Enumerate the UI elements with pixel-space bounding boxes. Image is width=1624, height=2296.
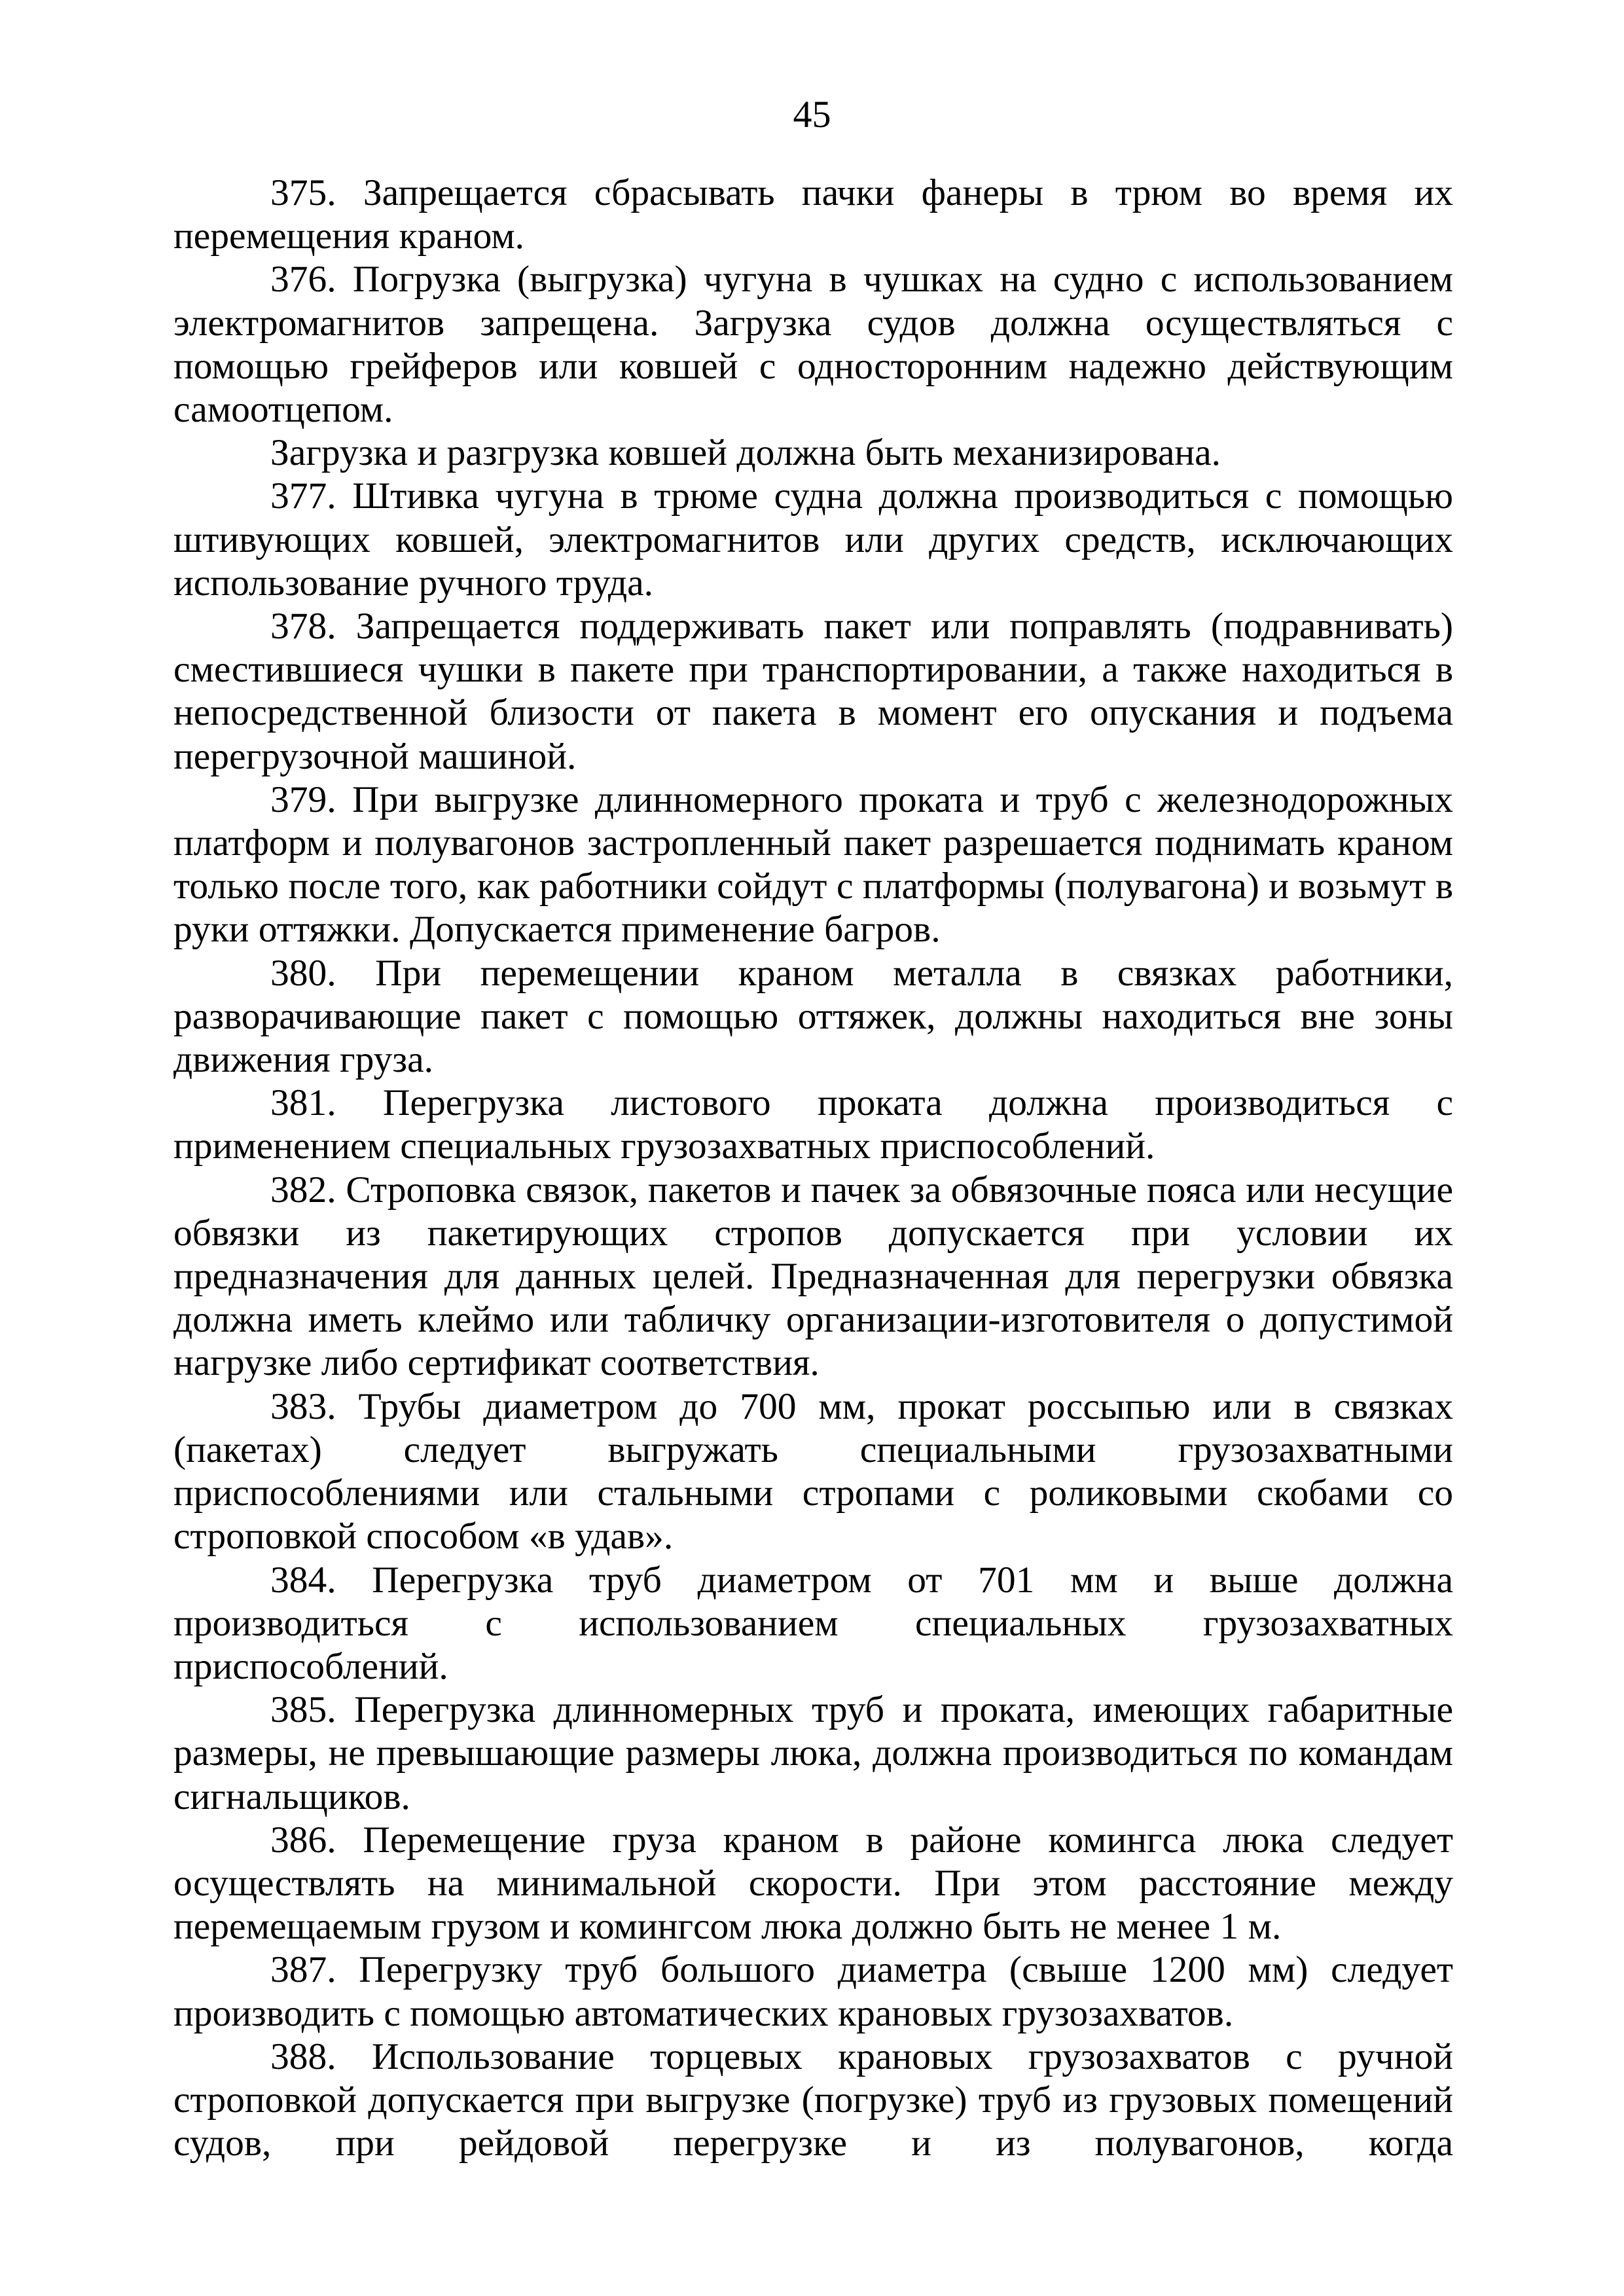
page-number: 45	[793, 93, 831, 136]
paragraph-388: 388. Использование торцевых крановых грузозахватов с ручной строповкой допускается при выгрузке (погрузке) труб из грузовых помещений судов, при рейдовой перегрузке и из полувагонов, когда	[173, 2035, 1453, 2164]
paragraph-382: 382. Строповка связок, пакетов и пачек за обвязочные пояса или несущие обвязки из пакетирующих стропов допускается при условии их предназначения для данных целей. Предназначенная для перегрузки обвязка должна иметь клеймо или табличку организации-изготовителя о допустимой нагрузке либо сертификат соответствия.	[173, 1169, 1453, 1384]
paragraph-376-continuation: Загрузка и разгрузка ковшей должна быть механизирована.	[270, 432, 1221, 474]
paragraph-378: 378. Запрещается поддерживать пакет или поправлять (подравнивать) сместившиеся чушки в пакете при транспортировании, а также находиться в непосредственной близости от пакета в момент его опускания и подъема перегрузочной машиной.	[173, 606, 1453, 777]
paragraph-380: 380. При перемещении краном металла в связках работники, разворачивающие пакет с помощью оттяжек, должны находиться вне зоны движения груза.	[173, 952, 1453, 1081]
paragraph-377: 377. Штивка чугуна в трюме судна должна производиться с помощью штивующих ковшей, электромагнитов или других средств, исключающих использование ручного труда.	[173, 475, 1453, 604]
paragraph-375: 375. Запрещается сбрасывать пачки фанеры в трюм во время их перемещения краном.	[173, 172, 1453, 257]
paragraph-381: 381. Перегрузка листового проката должна производиться с применением специальных грузозахватных приспособлений.	[173, 1082, 1453, 1167]
paragraph-376: 376. Погрузка (выгрузка) чугуна в чушках на судно с использованием электромагнитов запрещена. Загрузка судов должна осуществляться с помощью грейферов или ковшей с односторонним надежно действующим самоотцепом.	[173, 259, 1453, 431]
paragraph-383: 383. Трубы диаметром до 700 мм, прокат россыпью или в связках (пакетах) следует выгружать специальными грузозахватными приспособлениями или стальными стропами с роликовыми скобами со строповкой способом «в удав».	[173, 1385, 1453, 1558]
paragraph-386: 386. Перемещение груза краном в районе комингса люка следует осуществлять на минимальной скорости. При этом расстояние между перемещаемым грузом и комингсом люка должно быть не менее 1 м.	[173, 1819, 1453, 1948]
paragraph-384: 384. Перегрузка труб диаметром от 701 мм и выше должна производиться с использованием специальных грузозахватных приспособлений.	[173, 1559, 1453, 1687]
paragraph-379: 379. При выгрузке длинномерного проката и труб с железнодорожных платформ и полувагонов застропленный пакет разрешается поднимать краном только после того, как работники сойдут с платформы (полувагона) и возьмут в руки оттяжки. Допускается применение багров.	[173, 778, 1453, 951]
document-body	[173, 172, 1453, 2165]
paragraph-385: 385. Перегрузка длинномерных труб и проката, имеющих габаритные размеры, не превышающие размеры люка, должна производиться по командам сигнальщиков.	[173, 1689, 1453, 1817]
paragraph-387: 387. Перегрузку труб большого диаметра (свыше 1200 мм) следует производить с помощью автоматических крановых грузозахватов.	[173, 1949, 1453, 2034]
